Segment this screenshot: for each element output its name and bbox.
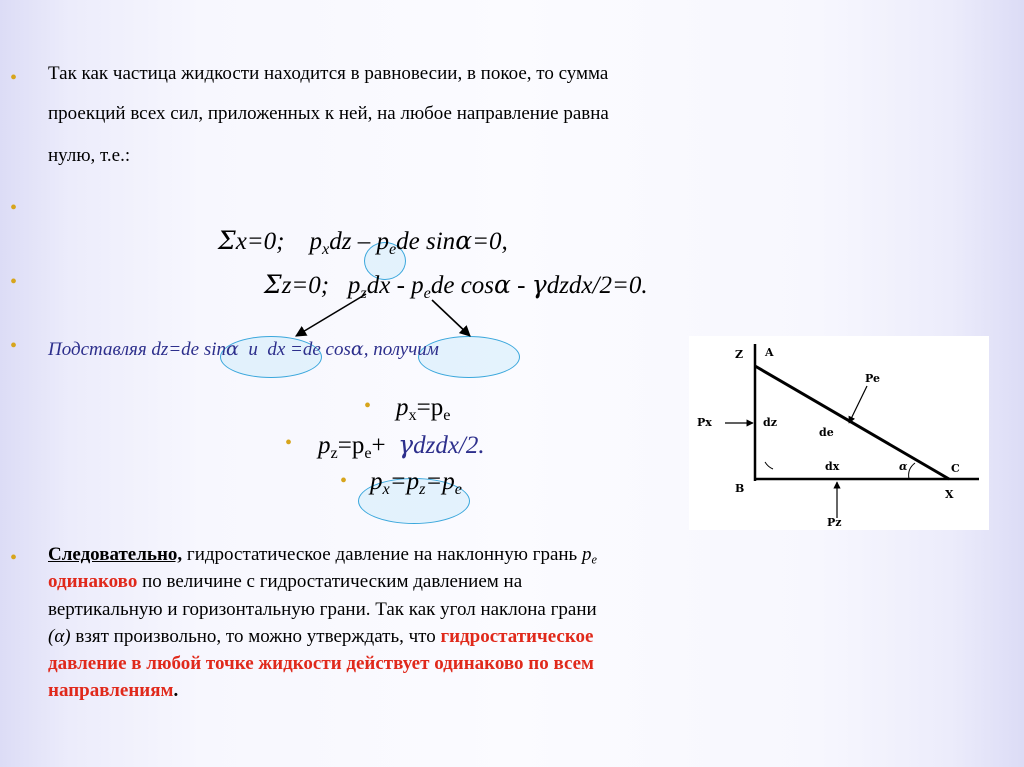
label-de: de — [819, 426, 834, 439]
conclusion-line-3: вертикальную и горизонтальную грани. Так как угол наклона грани — [48, 599, 597, 620]
conclusion-line-6: направлениям. — [48, 680, 179, 701]
conclusion-line-4: (α) взят произвольно, то можно утверждать, что гидростатическое — [48, 626, 594, 647]
label-pe: Pe — [865, 372, 880, 385]
label-dz: dz — [763, 416, 777, 429]
bullet-intro: • — [10, 67, 18, 89]
label-x: X — [945, 488, 954, 501]
bullet-r3: • — [340, 470, 348, 492]
label-dx: dx — [825, 460, 840, 473]
triangle-drawing — [689, 336, 989, 530]
intro-line-2: проекций всех сил, приложенных к ней, на любое направление равна — [48, 103, 609, 124]
angle-mark-c — [909, 463, 915, 479]
arrow-pe — [849, 386, 867, 423]
label-px: Px — [697, 416, 712, 429]
conclusion-line-5: давление в любой точке жидкости действует одинаково по всем — [48, 653, 594, 674]
result-px-pz-pe: $p_x=p_z=p_e$ — [370, 468, 463, 498]
bullet-empty: • — [10, 197, 18, 219]
equation-sum-x: Σx=0; $p_xdz - p_ede$ sinα=0, — [218, 226, 508, 258]
hypotenuse-de — [755, 366, 949, 479]
angle-mark-b — [765, 462, 773, 469]
substitution-line: Подставляя dz=de sinα и dx =de cosα, получим — [48, 338, 439, 360]
result-pz: $p_z=p_e+$ γdzdx/2. — [318, 430, 485, 462]
intro-line-1: Так как частица жидкости находится в равновесии, в покое, то сумма — [48, 63, 609, 84]
label-alpha: α — [899, 460, 908, 473]
label-a: A — [765, 346, 774, 359]
label-pz: Pz — [827, 516, 842, 529]
label-b: B — [735, 482, 745, 495]
intro-line-3: нулю, т.е.: — [48, 145, 131, 166]
label-z: Z — [735, 348, 744, 361]
bullet-conclusion: • — [10, 547, 18, 569]
conclusion-line-1: Следовательно, гидростатическое давление на наклонную грань $p_e$ — [48, 544, 597, 567]
bullet-eq2: • — [10, 271, 18, 293]
result-px: $p_x=p_e$ — [396, 394, 451, 424]
arrow-to-dx — [432, 300, 470, 336]
bullet-subst: • — [10, 335, 18, 357]
conclusion-line-2: одинаково по величине с гидростатическим давлением на — [48, 571, 523, 592]
equation-sum-z: Σz=0; $p_zdx - p_ede$ cosα - γdzdx/2=0. — [264, 270, 648, 302]
label-c: C — [951, 462, 960, 475]
bullet-r1: • — [364, 395, 372, 417]
bullet-r2: • — [285, 432, 293, 454]
triangle-diagram — [689, 336, 989, 530]
